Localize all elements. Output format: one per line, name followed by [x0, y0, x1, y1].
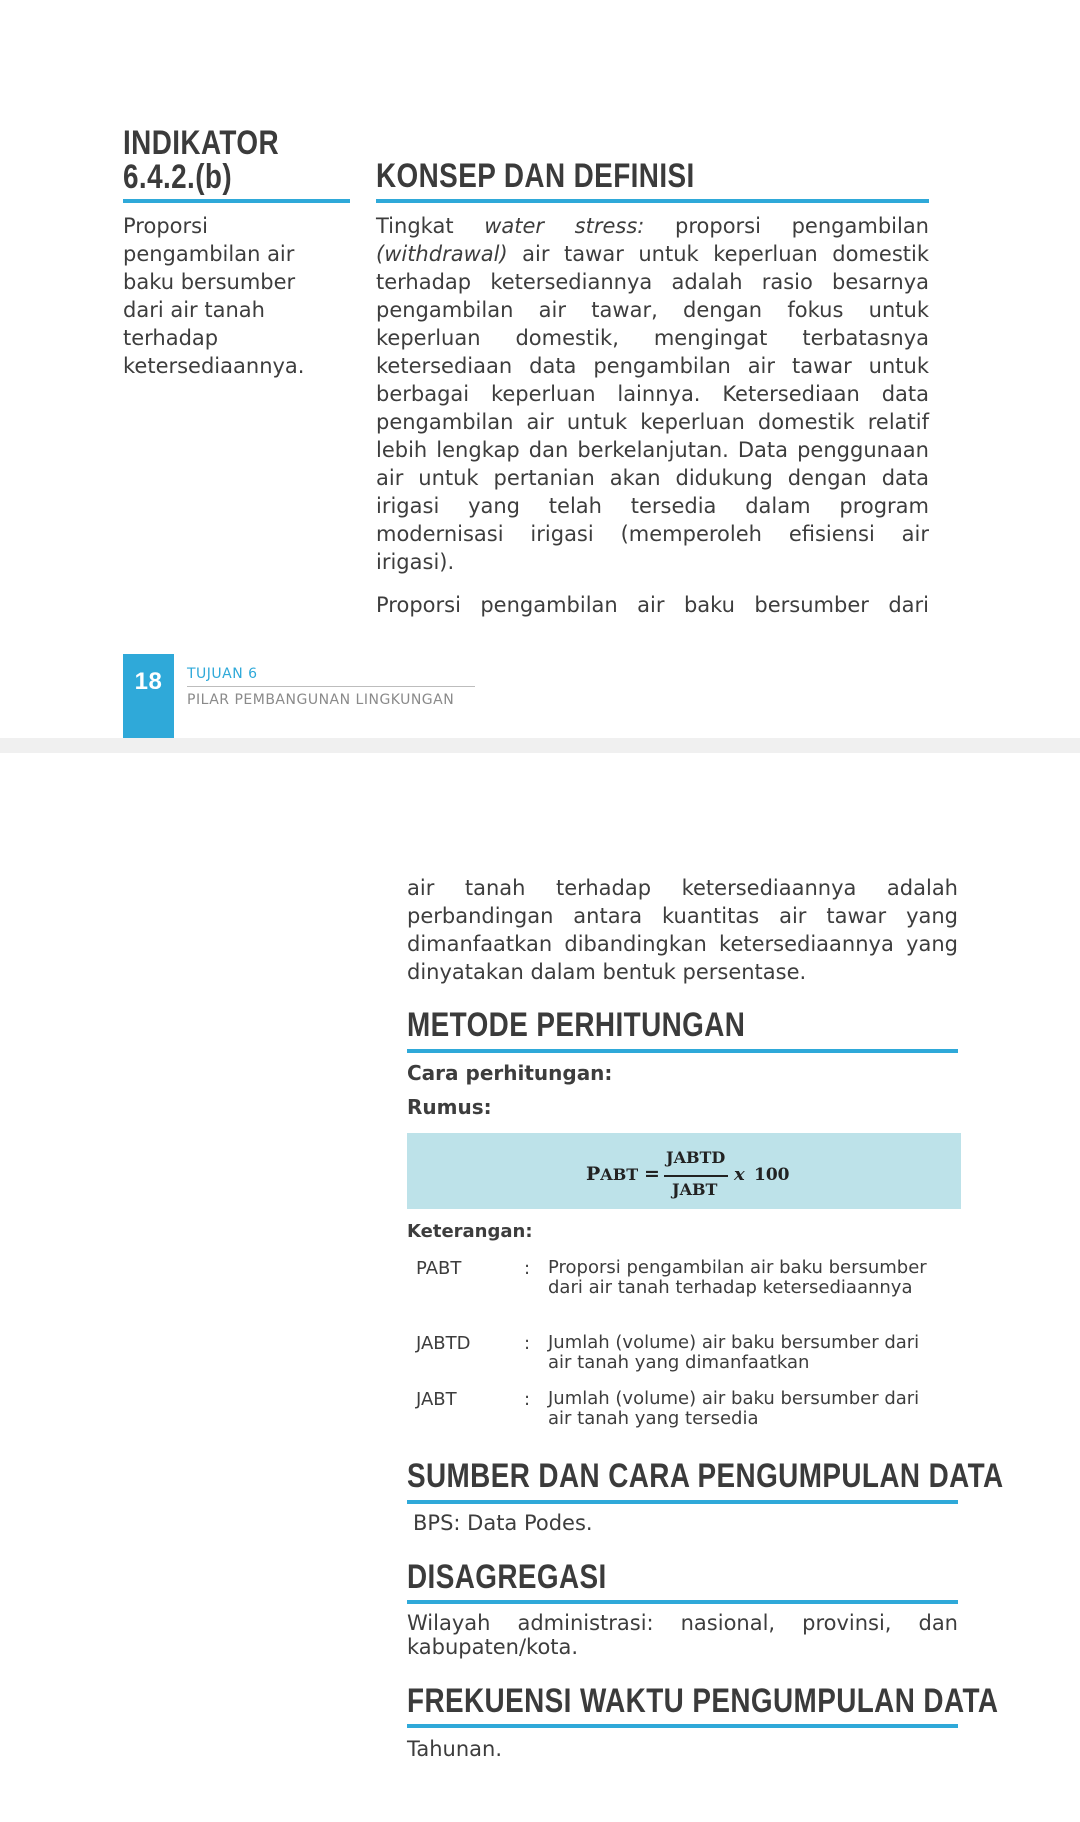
formula-lhs-rest: ABT: [600, 1165, 639, 1184]
indicator-title-line2: 6.4.2.(b): [123, 158, 233, 196]
frekuensi-heading: FREKUENSI WAKTU PENGUMPULAN DATA: [407, 1682, 999, 1720]
indicator-rule: [123, 199, 350, 203]
konsep-text-c: air tawar untuk keperluan domestik terhadap ketersediannya adalah rasio besarnya pengambilan air tawar, dengan fokus untuk keperluan domestik, mengingat terbatasnya ketersediaan data pengambilan air tawar untuk berbagai keperluan lainnya. Ketersediaan data pengambilan air untuk keperluan domestik relatif lebih lengkap dan berkelanjutan. Data penggunaan air untuk pertanian akan didukung dengan data irigasi yang telah tersedia dalam program modernisasi irigasi (memperoleh efisiensi air irigasi).: [376, 242, 929, 574]
formula-lhs-initial: P: [586, 1163, 601, 1185]
keterangan-label: Keterangan:: [407, 1221, 533, 1242]
konsep-rule: [376, 199, 929, 203]
page-separator: [0, 738, 1080, 753]
term-definition-jabtd: Jumlah (volume) air baku bersumber dari air tanah yang dimanfaatkan: [548, 1332, 920, 1373]
footer-goal: TUJUAN 6: [187, 666, 258, 682]
konsep-term-water-stress: water stress:: [484, 214, 645, 238]
konsep-paragraph-2: Proporsi pengambilan air baku bersumber dari: [376, 593, 929, 617]
formula-denominator: JABT: [672, 1180, 718, 1199]
term-pabt: PABT: [416, 1258, 462, 1279]
disagregasi-text: Wilayah administrasi: nasional, provinsi, dan kabupaten/kota.: [407, 1611, 958, 1659]
page-number: 18: [134, 668, 163, 695]
frekuensi-rule: [407, 1724, 958, 1728]
konsep-text-b: proporsi pengambilan: [644, 214, 929, 238]
disagregasi-heading: DISAGREGASI: [407, 1558, 607, 1596]
indicator-description: Proporsi pengambilan air baku bersumber dari air tanah terhadap ketersediaannya.: [123, 214, 305, 378]
page-number-tab: [123, 654, 174, 738]
footer-pillar: PILAR PEMBANGUNAN LINGKUNGAN: [187, 692, 455, 708]
metode-rule: [407, 1049, 958, 1053]
konsep-continuation: air tanah terhadap ketersediaannya adalah perbandingan antara kuantitas air tawar yang dimanfaatkan dibandingkan ketersediaannya yang dinyatakan dalam bentuk persentase.: [407, 876, 958, 984]
formula-numerator: JABTD: [666, 1148, 726, 1167]
footer-divider: [187, 686, 475, 687]
metode-heading: METODE PERHITUNGAN: [407, 1006, 746, 1044]
term-definition-jabt: Jumlah (volume) air baku bersumber dari air tanah yang tersedia: [548, 1388, 920, 1429]
konsep-text-a: Tingkat: [376, 214, 485, 238]
term-colon: :: [524, 1389, 531, 1410]
formula-lhs: [586, 1163, 638, 1185]
formula-equals: =: [644, 1163, 660, 1185]
konsep-heading: KONSEP DAN DEFINISI: [376, 157, 695, 195]
formula-times: x: [734, 1164, 745, 1185]
term-colon: :: [524, 1258, 531, 1279]
term-jabt: JABT: [416, 1389, 457, 1410]
cara-perhitungan-label: Cara perhitungan:: [407, 1061, 613, 1085]
indicator-title: [123, 126, 279, 194]
disagregasi-rule: [407, 1600, 958, 1604]
formula-fraction-bar: [664, 1175, 728, 1177]
sumber-heading: SUMBER DAN CARA PENGUMPULAN DATA: [407, 1457, 1004, 1495]
frekuensi-text: Tahunan.: [407, 1737, 503, 1761]
sumber-rule: [407, 1500, 958, 1504]
konsep-paragraph-1: [376, 212, 929, 576]
term-colon: :: [524, 1333, 531, 1354]
sumber-text: BPS: Data Podes.: [413, 1511, 593, 1535]
term-jabtd: JABTD: [416, 1333, 471, 1354]
indicator-title-line1: INDIKATOR: [123, 124, 280, 162]
konsep-term-withdrawal: (withdrawal): [376, 242, 508, 266]
term-definition-pabt: Proporsi pengambilan air baku bersumber dari air tanah terhadap ketersediaannya: [548, 1257, 927, 1298]
formula-factor: 100: [754, 1165, 790, 1185]
rumus-label: Rumus:: [407, 1095, 492, 1119]
